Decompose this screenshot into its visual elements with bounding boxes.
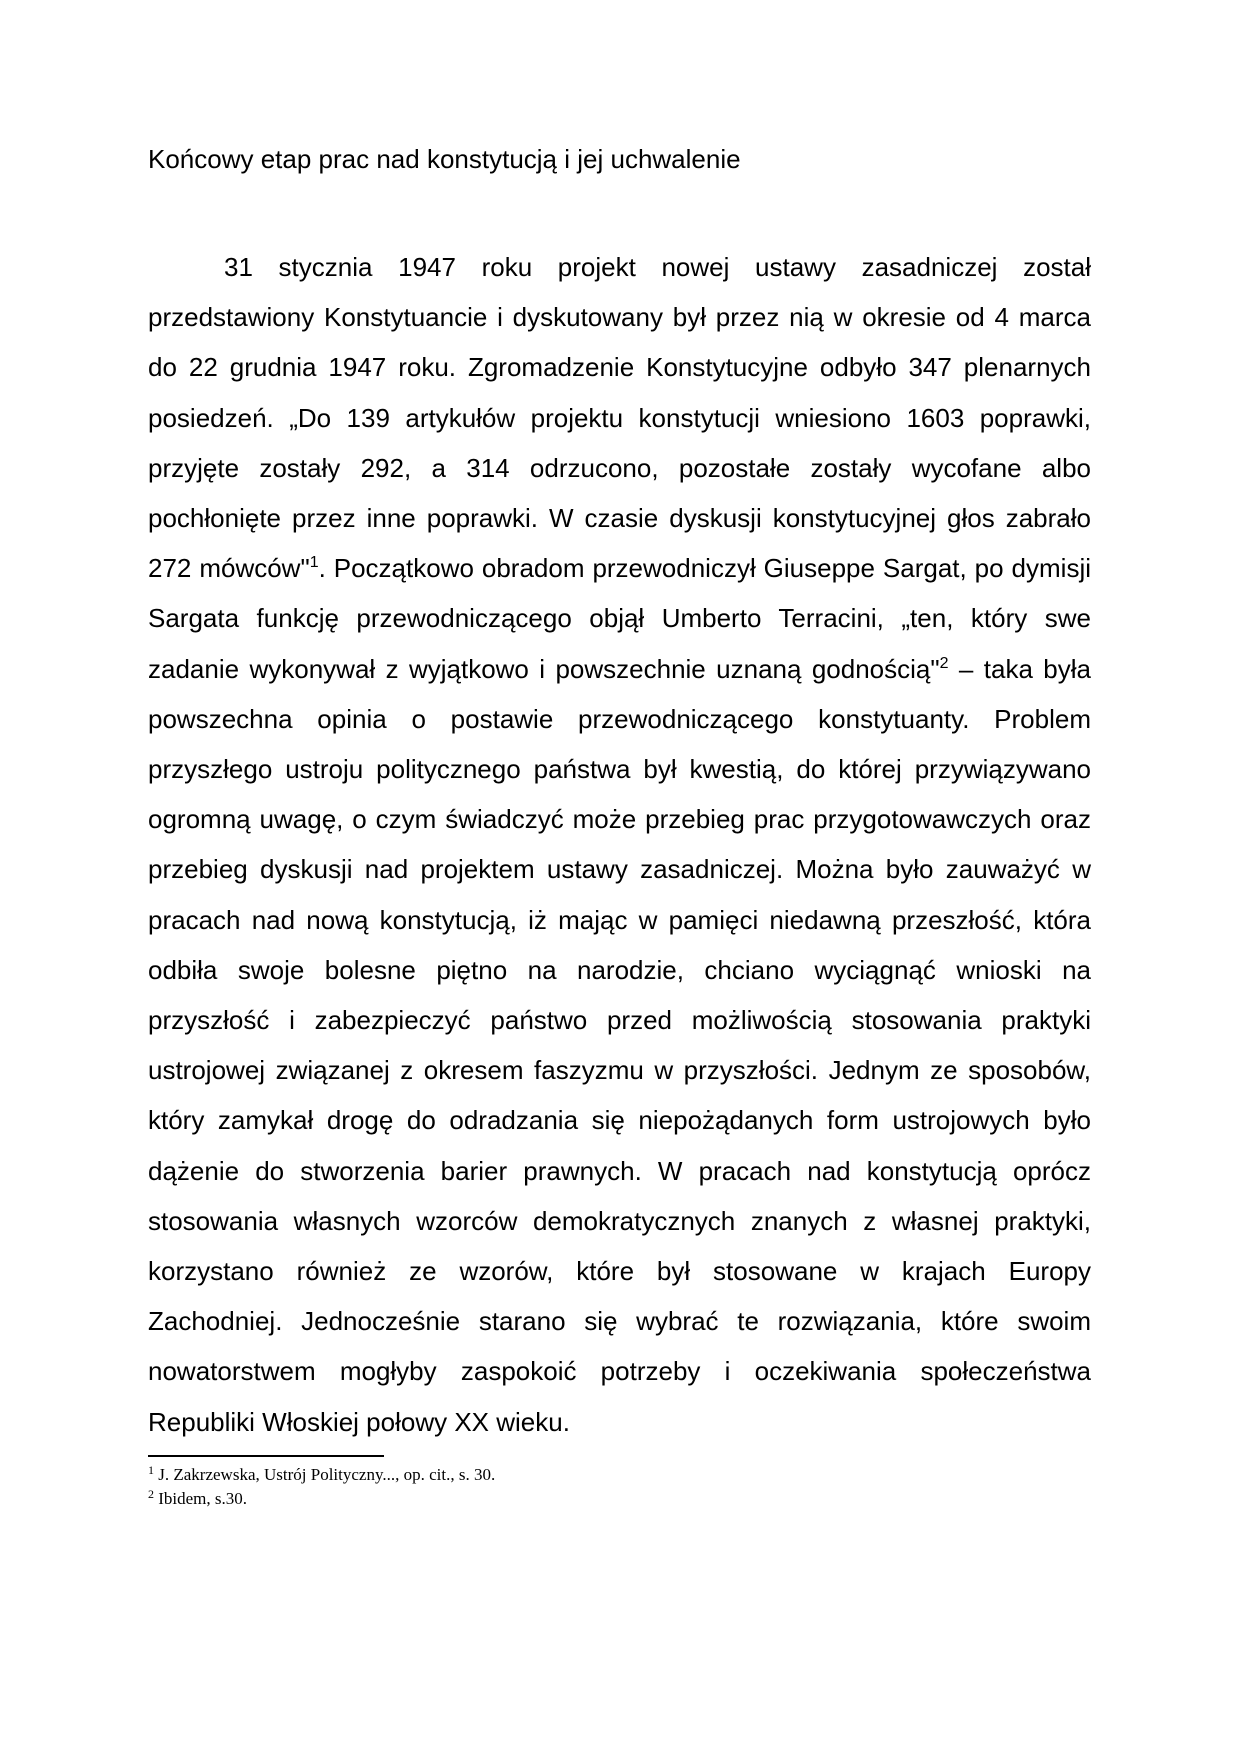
footnote-number: 1: [148, 1462, 154, 1477]
paragraph-text-1: 31 stycznia 1947 roku projekt nowej ustawy zasadniczej został przedstawiony Konstytuancie i dyskutowany był przez nią w okresie od 4 marca do 22 grudnia 1947 roku. Zgromadzenie Konstytucyjne odbyło 347 plenarnych posiedzeń. „Do 139 artykułów projektu konstytucji wniesiono 1603 poprawki, przyjęte zostały 292, a 314 odrzucono, pozostałe zostały wycofane albo pochłonięte przez inne poprawki. W czasie dyskusji konstytucyjnej głos zabrało 272 mówców": [148, 252, 1091, 584]
footnote-1: [148, 1463, 1091, 1487]
paragraph-text-3: – taka była powszechna opinia o postawie przewodniczącego konstytuanty. Problem przyszłego ustroju politycznego państwa był kwestią, do której przywiązywano ogromną uwagę, o czym świadczyć może przebieg prac przygotowawczych oraz przebieg dyskusji nad projektem ustawy zasadniczej. Można było zauważyć w pracach nad nową konstytucją, iż mając w pamięci niedawną przeszłość, która odbiła swoje bolesne piętno na narodzie, chciano wyciągnąć wnioski na przyszłość i zabezpieczyć państwo przed możliwością stosowania praktyki ustrojowej związanej z okresem faszyzmu w przyszłości. Jednym ze sposobów, który zamykał drogę do odradzania się niepożądanych form ustrojowych było dążenie do stworzenia barier prawnych. W pracach nad konstytucją oprócz stosowania własnych wzorców demokratycznych znanych z własnej praktyki, korzystano również ze wzorów, które był stosowane w krajach Europy Zachodniej. Jednocześnie starano się wybrać te rozwiązania, które swoim nowatorstwem mogłyby zaspokoić potrzeby i oczekiwania społeczeństwa Republiki Włoskiej połowy XX wieku.: [148, 653, 1091, 1437]
document-title: Końcowy etap prac nad konstytucją i jej uchwalenie: [148, 144, 741, 174]
footnote-ref-1: 1: [309, 554, 319, 572]
footnote-separator: [148, 1455, 384, 1457]
footnote-ref-2: 2: [939, 654, 949, 672]
footnote-number: 2: [148, 1486, 154, 1501]
footnote-text: J. Zakrzewska, Ustrój Polityczny..., op. cit., s. 30.: [154, 1464, 496, 1484]
footnote-2: [148, 1487, 1091, 1511]
paragraph-text-2: . Początkowo obradom przewodniczył Giuseppe Sargat, po dymisji Sargata funkcję przewodniczącego objął Umberto Terracini, „ten, który swe zadanie wykonywał z wyjątkowo i powszechnie uznaną godnością": [148, 553, 1091, 684]
footnotes: [148, 1463, 1091, 1511]
document-page: [148, 142, 1091, 1511]
main-paragraph: [148, 242, 1091, 1447]
footnote-text: Ibidem, s.30.: [154, 1488, 248, 1508]
